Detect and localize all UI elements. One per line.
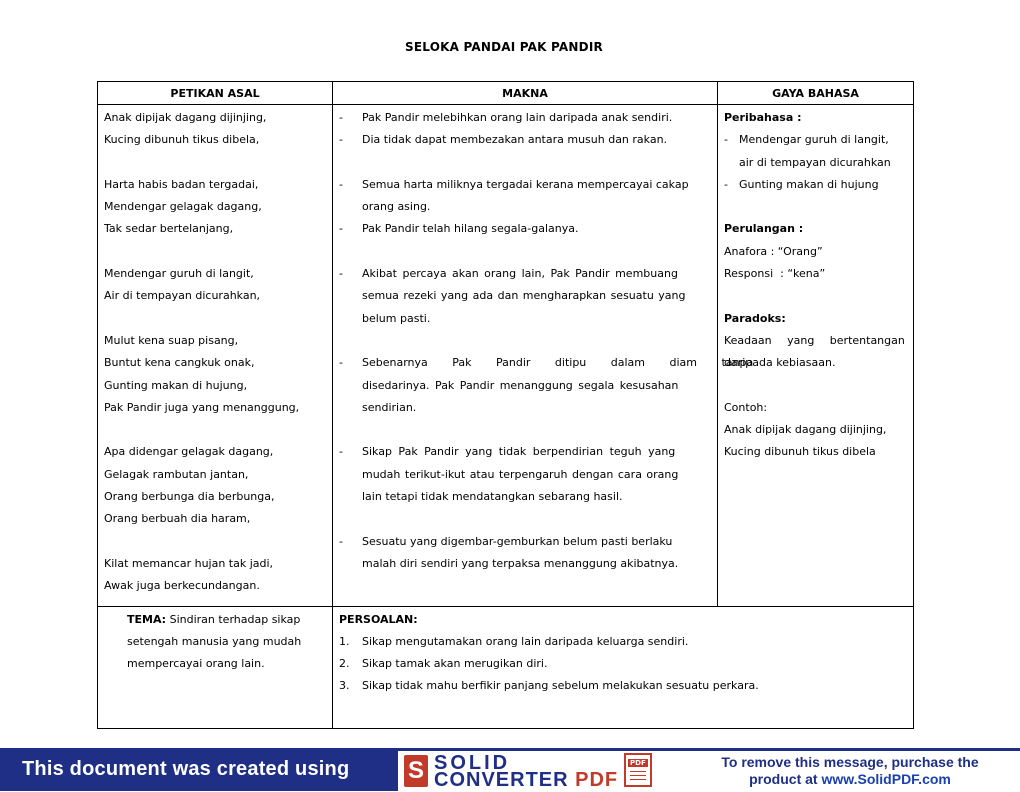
paradoks-text: Keadaan yang bertentangan <box>724 333 905 347</box>
makna-item: - Akibat percaya akan orang lain, Pak Pandir membuang <box>339 267 678 281</box>
makna-item: - Sebenarnya Pak Pandir ditipu dalam diam tanpa <box>339 356 754 370</box>
contoh-text: Anak dipijak dagang dijinjing, <box>724 423 887 437</box>
verse-line: Harta habis badan tergadai, <box>104 177 259 191</box>
banner-purchase-message <box>680 748 1020 791</box>
verse-line: Buntut kena cangkuk onak, <box>104 356 255 370</box>
persoalan-item: 3. Sikap tidak mahu berfikir panjang sebelum melakukan sesuatu perkara. <box>339 679 759 693</box>
peribahasa-heading: Peribahasa : <box>724 111 802 124</box>
solid-converter-logo[interactable] <box>398 748 680 791</box>
pdf-document-icon: PDF <box>624 753 652 787</box>
tema-persoalan-row <box>98 606 914 728</box>
logo-solid-text: SOLID <box>434 752 511 774</box>
makna-item: - Sikap Pak Pandir yang tidak berpendirian teguh yang <box>339 445 676 459</box>
gaya-bahasa-cell <box>718 105 914 607</box>
purchase-line-1: To remove this message, purchase the <box>721 754 979 770</box>
makna-item: - Semua harta miliknya tergadai kerana mempercayai cakap <box>339 177 689 191</box>
peribahasa-item: - Gunting makan di hujung <box>724 177 879 191</box>
verse-line: Mendengar gelagak dagang, <box>104 200 262 214</box>
verse-line: Awak juga berkecundangan. <box>104 579 260 593</box>
verse-line: Orang berbunga dia berbunga, <box>104 490 275 504</box>
verse-line: Air di tempayan dicurahkan, <box>104 289 261 303</box>
contoh-text: Kucing dibunuh tikus dibela <box>724 445 876 459</box>
verse-line: Gelagak rambutan jantan, <box>104 467 249 481</box>
verse-line: Anak dipijak dagang dijinjing, <box>104 111 267 124</box>
makna-item: - Sesuatu yang digembar-gemburkan belum pasti berlaku <box>339 534 673 548</box>
solidpdf-link[interactable]: www.SolidPDF.com <box>821 771 951 787</box>
document-title: SELOKA PANDAI PAK PANDIR <box>405 40 603 54</box>
verse-line: Apa didengar gelagak dagang, <box>104 445 274 459</box>
verse-line: Pak Pandir juga yang menanggung, <box>104 400 300 414</box>
logo-converter-text: CONVERTER PDF <box>434 769 619 791</box>
solid-converter-banner[interactable] <box>0 748 1020 791</box>
persoalan-item: 1. Sikap mengutamakan orang lain daripada keluarga sendiri. <box>339 634 689 648</box>
header-row <box>98 82 914 105</box>
purchase-line-2: product at www.SolidPDF.com <box>749 771 951 787</box>
paradoks-text: daripada kebiasaan. <box>724 356 836 370</box>
perulangan-heading: Perulangan : <box>724 222 804 236</box>
makna-cell: - Pak Pandir melebihkan orang lain daripada anak sendiri. - Dia tidak dapat membezakan antara musuh dan rakan. - Semua harta miliknya tergadai kerana mempercayai cakap orang asing. - Pak Pandir telah hilang segala-galanya. - Akibat percaya akan orang lain, Pak Pandir membuang semua rezeki yang ada dan mengharapkan sesuatu yang belum pasti. - Sebenarnya Pak Pandir ditipu dalam diam tanpa disedarinya. Pak Pandir menanggung segala kesusahan sendirian. - Sikap Pak Pandir yang tidak berpendirian teguh yang mudah terikut-ikut atau terpengaruh dengan cara orang lain tetapi tidak mendatangkan sebarang hasil. - Sesuatu yang digembar-gemburkan belum pasti berlaku malah diri sendiri yang terpaksa menanggung akibatnya. <box>333 105 718 607</box>
verse-line: Tak sedar bertelanjang, <box>104 222 234 236</box>
peribahasa-item-cont: air di tempayan dicurahkan <box>739 155 891 169</box>
tema-text: Sindiran terhadap sikap <box>166 612 301 626</box>
verse-line: Mulut kena suap pisang, <box>104 333 239 347</box>
persoalan-item: 2. Sikap tamak akan merugikan diri. <box>339 657 548 671</box>
petikan-asal-cell <box>98 105 333 607</box>
anafora-text: Anafora : “Orang” <box>724 244 823 258</box>
makna-item: - Pak Pandir telah hilang segala-galanya. <box>339 222 579 236</box>
responsi-text: Responsi : “kena” <box>724 267 826 281</box>
verse-line: Mendengar guruh di langit, <box>104 267 254 281</box>
tema-label: TEMA: <box>127 612 167 626</box>
seloka-table <box>97 81 914 729</box>
verse-line: Orang berbuah dia haram, <box>104 512 251 526</box>
tema-text: mempercayai orang lain. <box>127 657 265 671</box>
content-row <box>98 105 914 607</box>
persoalan-cell <box>333 606 914 728</box>
header-makna: MAKNA <box>333 82 718 105</box>
persoalan-label: PERSOALAN: <box>339 612 418 626</box>
contoh-heading: Contoh: <box>724 400 768 414</box>
header-petikan-asal: PETIKAN ASAL <box>98 82 333 105</box>
header-gaya-bahasa: GAYA BAHASA <box>718 82 914 105</box>
verse-line: Gunting makan di hujung, <box>104 378 248 392</box>
makna-item: - Pak Pandir melebihkan orang lain daripada anak sendiri. <box>339 111 673 124</box>
makna-item: - Dia tidak dapat membezakan antara musuh dan rakan. <box>339 133 668 147</box>
tema-text: setengah manusia yang mudah <box>127 634 302 648</box>
verse-line: Kilat memancar hujan tak jadi, <box>104 556 274 570</box>
banner-left-text: This document was created using <box>0 748 398 791</box>
tema-cell <box>98 606 333 728</box>
solid-logo-icon: S <box>404 755 428 787</box>
verse-line: Kucing dibunuh tikus dibela, <box>104 133 260 147</box>
peribahasa-item: - Mendengar guruh di langit, <box>724 133 889 147</box>
paradoks-heading: Paradoks: <box>724 311 786 325</box>
